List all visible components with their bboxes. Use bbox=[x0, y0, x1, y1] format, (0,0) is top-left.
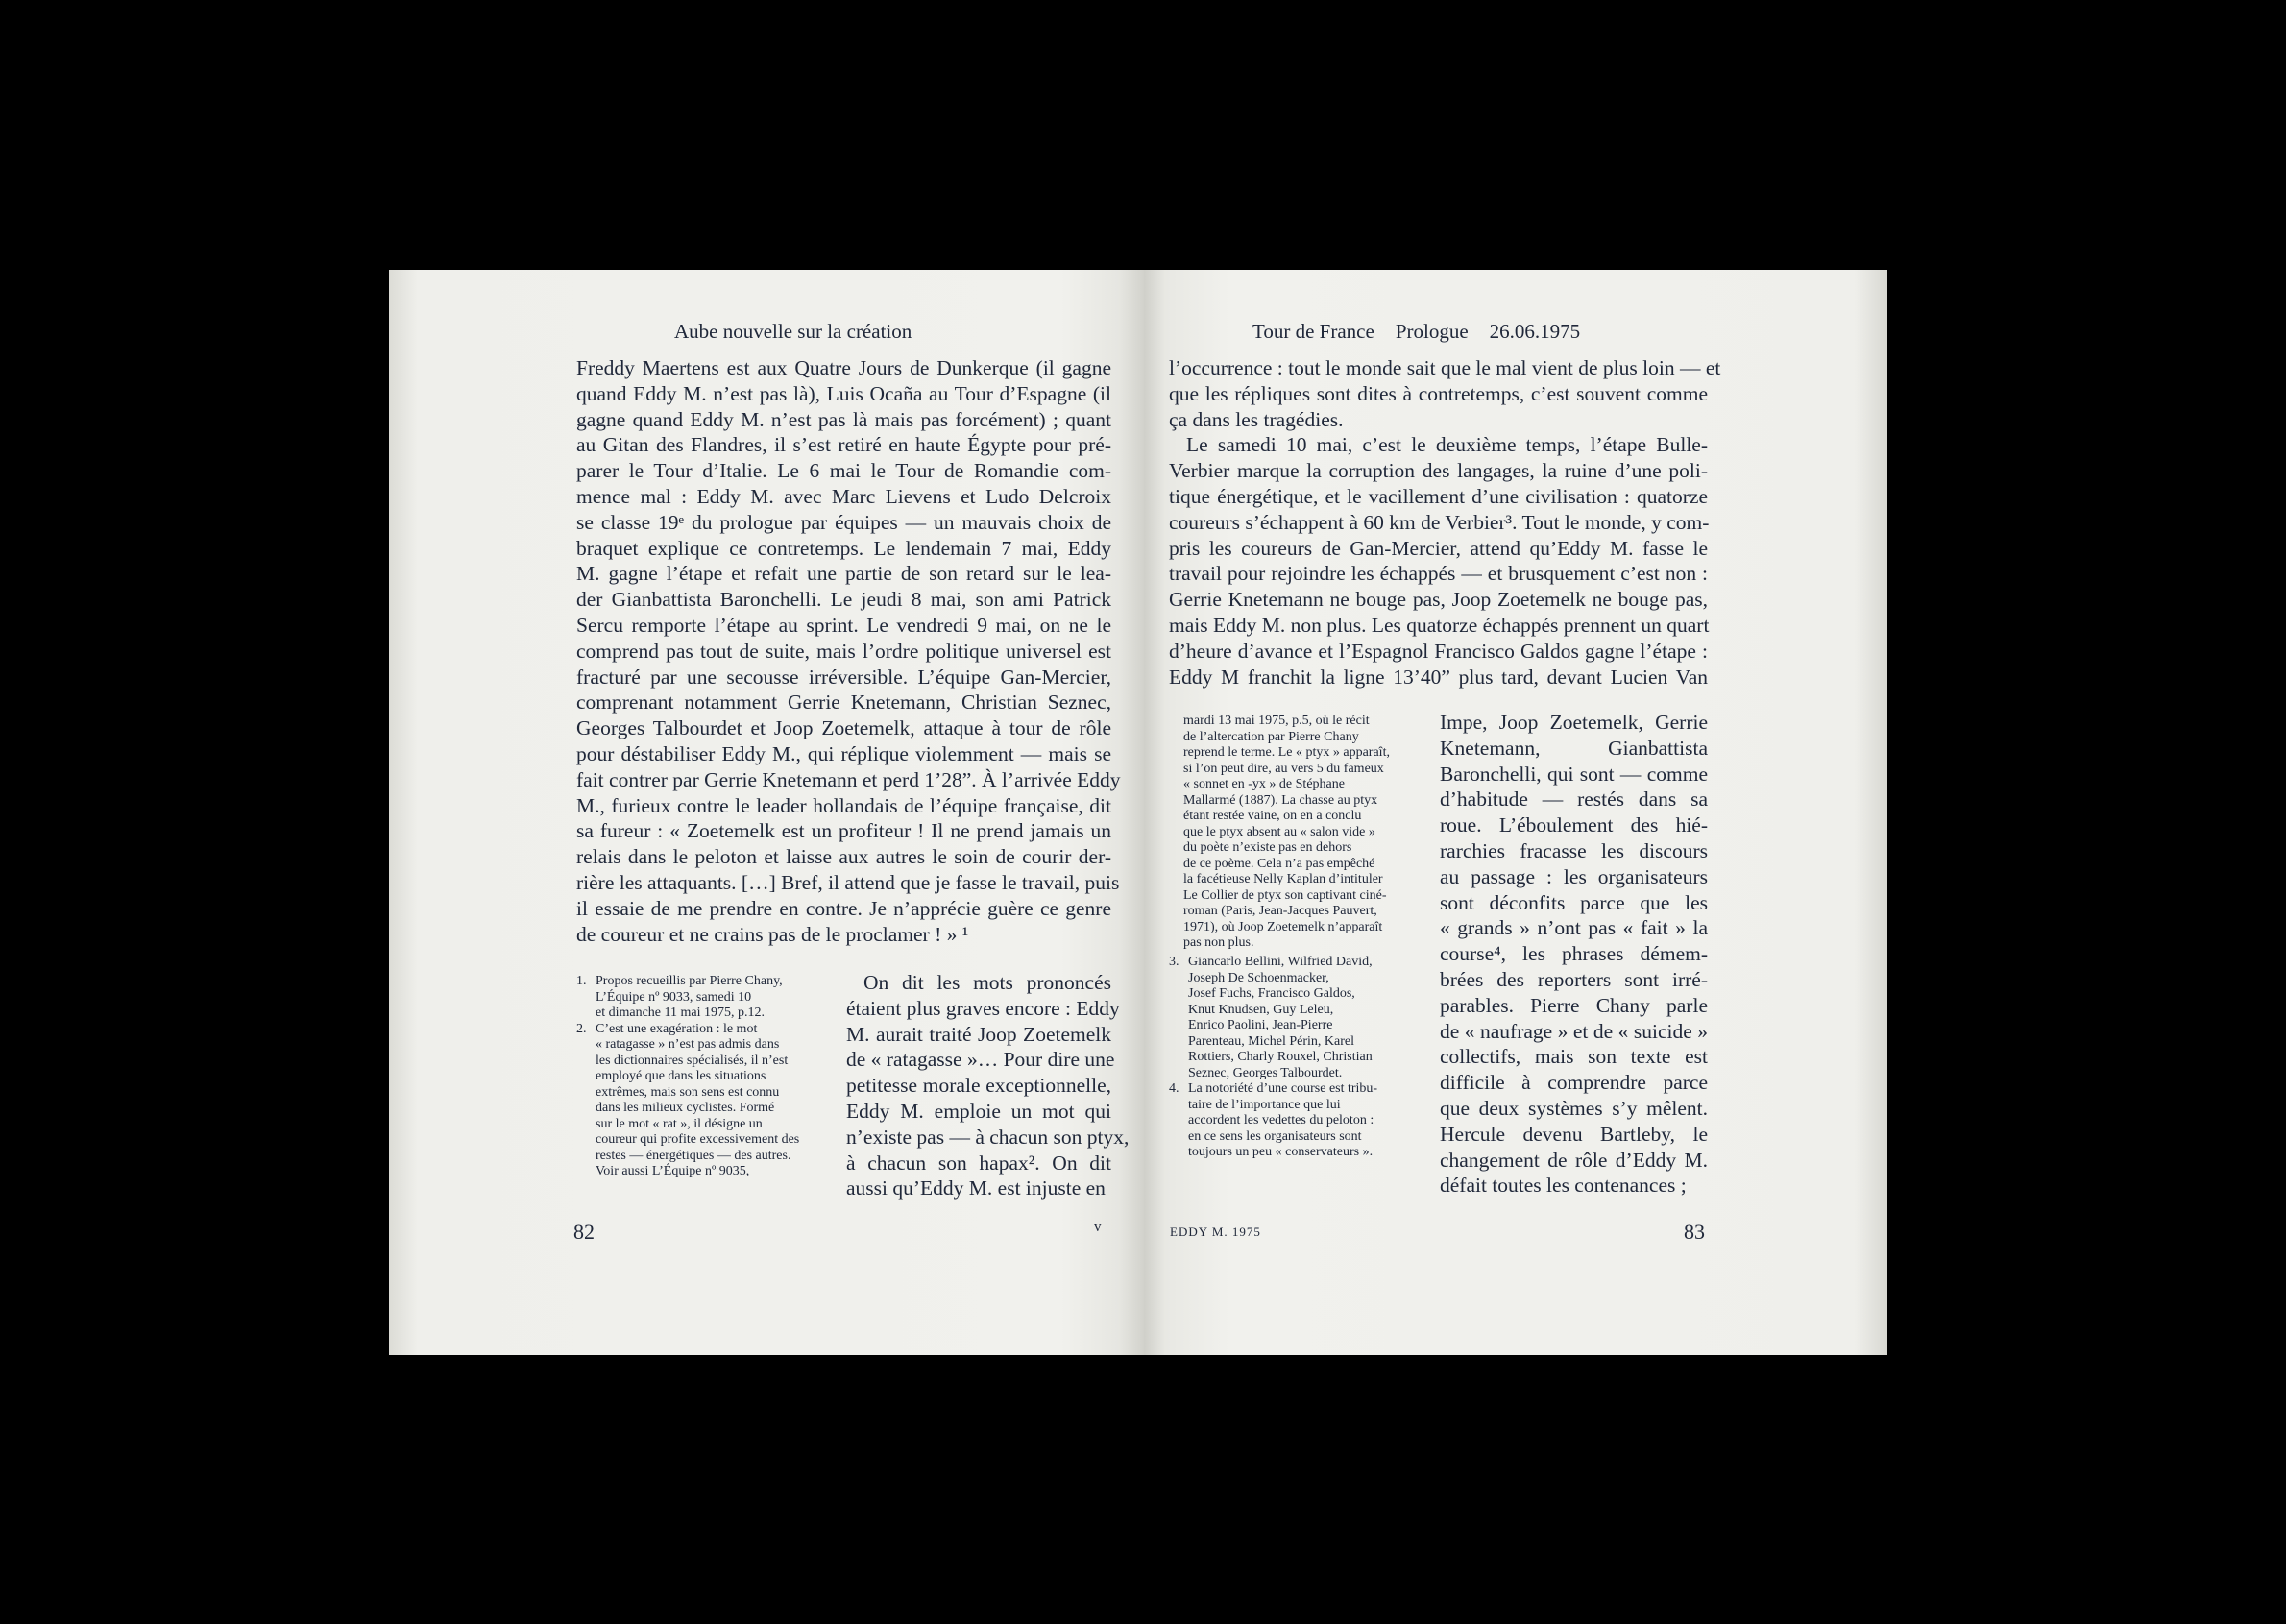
body-line: quand Eddy M. n’est pas là), Luis Ocaña au Tour d’Espagne (il bbox=[576, 381, 1111, 405]
footnote-line: coureur qui profite excessivement des bbox=[596, 1132, 800, 1147]
body-line: rière les attaquants. […] Bref, il attend que je fasse le travail, puis bbox=[576, 870, 1120, 894]
body-line: pour déstabiliser Eddy M., qui réplique violemment — mais se bbox=[576, 741, 1111, 765]
column-line: à chacun son hapax². On dit bbox=[846, 1151, 1111, 1175]
footnote-line: La notoriété d’une course est tribu- bbox=[1188, 1081, 1378, 1096]
body-line: pris les coureurs de Gan-Mercier, attend qu’Eddy M. fasse le bbox=[1169, 536, 1708, 560]
footnote-number: 1. bbox=[576, 974, 587, 988]
body-line: relais dans le peloton et laisse aux autres le soin de courir der- bbox=[576, 845, 1111, 869]
column-line: M. aurait traité Joop Zoetemelk bbox=[846, 1022, 1111, 1046]
footnote-line: la facétieuse Nelly Kaplan d’intituler bbox=[1183, 872, 1383, 886]
body-line: parer le Tour d’Italie. Le 6 mai le Tour de Romandie com- bbox=[576, 459, 1111, 483]
footnote-line: pas non plus. bbox=[1183, 935, 1254, 950]
body-line: au Gitan des Flandres, il s’est retiré en haute Égypte pour pré- bbox=[576, 433, 1111, 457]
footnote-line: mardi 13 mai 1975, p.5, où le récit bbox=[1183, 714, 1370, 728]
column-line: Knetemann, Gianbattista bbox=[1440, 736, 1708, 760]
footnote-line: Rottiers, Charly Rouxel, Christian bbox=[1188, 1050, 1373, 1064]
column-line: que deux systèmes s’y mêlent. bbox=[1440, 1096, 1708, 1120]
footnote-line: 1971), où Joop Zoetemelk n’apparaît bbox=[1183, 919, 1383, 934]
left-body-text bbox=[576, 355, 1121, 947]
footnote bbox=[1169, 955, 1375, 1081]
footnote-line: que le ptyx absent au « salon vide » bbox=[1183, 824, 1375, 839]
footnote-line: Voir aussi L’Équipe nº 9035, bbox=[596, 1164, 750, 1178]
body-line: comprend pas tout de suite, mais l’ordre politique universel est bbox=[576, 639, 1111, 663]
body-line: der Gianbattista Baronchelli. Le jeudi 8 mai, son ami Patrick bbox=[576, 588, 1111, 612]
body-line: Sercu remporte l’étape au sprint. Le vendredi 9 mai, on ne le bbox=[576, 613, 1111, 637]
running-head-part3: 26.06.1975 bbox=[1489, 320, 1581, 343]
column-line: difficile à comprendre parce bbox=[1440, 1071, 1708, 1095]
right-footnotes bbox=[1169, 955, 1378, 1161]
footnote-line: Giancarlo Bellini, Wilfried David, bbox=[1188, 955, 1373, 969]
body-line: Eddy M franchit la ligne 13’40” plus tard, devant Lucien Van bbox=[1169, 665, 1708, 689]
body-line: sa fureur : « Zoetemelk est un profiteur ! Il ne prend jamais un bbox=[576, 819, 1111, 843]
footnote-number: 4. bbox=[1169, 1081, 1179, 1096]
footnote-line: de ce poème. Cela n’a pas empêché bbox=[1183, 856, 1375, 871]
body-line: que les répliques sont dites à contretemps, c’est souvent comme bbox=[1169, 381, 1708, 405]
corner-mark: v bbox=[1094, 1220, 1102, 1235]
body-line: Verbier marque la corruption des langages, la ruine d’une poli- bbox=[1169, 459, 1708, 483]
column-line: « grands » n’ont pas « fait » la bbox=[1440, 916, 1708, 940]
footnote-line: Josef Fuchs, Francisco Galdos, bbox=[1188, 986, 1355, 1001]
right-column-text bbox=[1440, 710, 1708, 1199]
left-page bbox=[389, 270, 1144, 1355]
running-head-part1: Tour de France bbox=[1252, 320, 1374, 343]
running-head-part2: Prologue bbox=[1395, 320, 1469, 343]
body-line: gagne quand Eddy M. n’est pas là mais pas forcément) ; quant bbox=[576, 407, 1111, 431]
column-line: Impe, Joop Zoetemelk, Gerrie bbox=[1440, 711, 1708, 734]
column-line: étaient plus graves encore : Eddy bbox=[846, 996, 1120, 1020]
footer-right: EDDY M. 1975 bbox=[1170, 1224, 1261, 1239]
body-line: M., furieux contre le leader hollandais de l’équipe française, dit bbox=[576, 793, 1111, 817]
folio-right: 83 bbox=[1684, 1220, 1705, 1244]
footnote-line: du poète n’existe pas en dehors bbox=[1183, 840, 1352, 855]
body-line: Le samedi 10 mai, c’est le deuxième temps, l’étape Bulle- bbox=[1186, 433, 1708, 457]
footnote-line: C’est une exagération : le mot bbox=[596, 1021, 758, 1036]
footnote-line: les dictionnaires spécialisés, il n’est bbox=[596, 1053, 789, 1068]
footnote-line: extrêmes, mais son sens est connu bbox=[596, 1084, 780, 1100]
footnote bbox=[576, 974, 783, 1022]
footnote-line: en ce sens les organisateurs sont bbox=[1188, 1128, 1362, 1144]
footnote-line: de l’altercation par Pierre Chany bbox=[1183, 729, 1359, 744]
body-line: se classe 19ᵉ du prologue par équipes — un mauvais choix de bbox=[576, 510, 1111, 534]
column-line: de « naufrage » et de « suicide » bbox=[1440, 1019, 1708, 1043]
right-page bbox=[1144, 270, 1887, 1355]
footnote-number: 2. bbox=[576, 1021, 587, 1036]
column-line: aussi qu’Eddy M. est injuste en bbox=[846, 1176, 1106, 1200]
body-line: fait contrer par Gerrie Knetemann et perd 1’28”. À l’arrivée Eddy bbox=[576, 767, 1121, 791]
column-line: collectifs, mais son texte est bbox=[1440, 1045, 1708, 1069]
body-line: il essaie de me prendre en contre. Je n’apprécie guère ce genre bbox=[576, 896, 1111, 920]
footnote-line: Mallarmé (1887). La chasse au ptyx bbox=[1183, 792, 1378, 808]
column-line: petitesse morale exceptionnelle, bbox=[846, 1074, 1111, 1098]
footnote-line: étant restée vaine, on en a conclu bbox=[1183, 809, 1362, 823]
footnote-line: Enrico Paolini, Jean-Pierre bbox=[1188, 1018, 1333, 1032]
footnote-line: taire de l’importance que lui bbox=[1188, 1097, 1341, 1112]
body-line: Freddy Maertens est aux Quatre Jours de Dunkerque (il gagne bbox=[576, 356, 1111, 379]
left-footnotes bbox=[576, 974, 800, 1180]
body-line: coureurs s’échappent à 60 km de Verbier³. Tout le monde, y com- bbox=[1169, 510, 1710, 534]
running-head-right bbox=[1252, 320, 1580, 344]
footnote-line: toujours un peu « conservateurs ». bbox=[1188, 1145, 1374, 1159]
footnote-line: Joseph De Schoenmacker, bbox=[1188, 970, 1329, 985]
body-line: tique énergétique, et le vacillement d’une civilisation : quatorze bbox=[1169, 484, 1708, 508]
footnote-line: dans les milieux cyclistes. Formé bbox=[596, 1101, 775, 1115]
column-line: roue. L’éboulement des hié- bbox=[1440, 813, 1708, 837]
body-line: braquet explique ce contretemps. Le lendemain 7 mai, Eddy bbox=[576, 536, 1111, 560]
footnote-line: accordent les vedettes du peloton : bbox=[1188, 1113, 1374, 1127]
footnote-number: 3. bbox=[1169, 955, 1179, 969]
footnote-line: reprend le terme. Le « ptyx » apparaît, bbox=[1183, 745, 1390, 760]
body-line: fracturé par une secousse irréversible. L’équipe Gan-Mercier, bbox=[576, 665, 1111, 689]
footnote-line: et dimanche 11 mai 1975, p.12. bbox=[596, 1006, 765, 1020]
column-line: course⁴, les phrases démem- bbox=[1440, 942, 1708, 966]
column-line: sont déconfits parce que les bbox=[1440, 890, 1708, 914]
left-column-text bbox=[846, 970, 1130, 1201]
column-line: parables. Pierre Chany parle bbox=[1440, 993, 1708, 1017]
body-line: travail pour rejoindre les échappés — et brusquement c’est non : bbox=[1169, 562, 1708, 586]
body-line: mence mal : Eddy M. avec Marc Lievens et Ludo Delcroix bbox=[576, 484, 1111, 508]
column-line: n’existe pas — à chacun son ptyx, bbox=[846, 1125, 1130, 1149]
column-line: Baronchelli, qui sont — comme bbox=[1440, 762, 1708, 786]
footnote bbox=[1169, 1081, 1378, 1161]
footnote-line: si l’on peut dire, au vers 5 du fameux bbox=[1183, 761, 1384, 776]
column-line: d’habitude — restés dans sa bbox=[1440, 788, 1708, 812]
footnote bbox=[576, 1021, 800, 1180]
right-body-text bbox=[1169, 355, 1721, 690]
column-line: de « ratagasse »… Pour dire une bbox=[846, 1048, 1115, 1072]
column-line: brées des reporters sont irré- bbox=[1440, 967, 1708, 991]
body-line: Gerrie Knetemann ne bouge pas, Joop Zoetemelk ne bouge pas, bbox=[1169, 588, 1708, 612]
footnote-line: Le Collier de ptyx son captivant ciné- bbox=[1183, 887, 1387, 903]
folio-left: 82 bbox=[573, 1220, 595, 1244]
column-line: défait toutes les contenances ; bbox=[1440, 1174, 1687, 1198]
column-line: Hercule devenu Bartleby, le bbox=[1440, 1122, 1708, 1146]
column-line: au passage : les organisateurs bbox=[1440, 864, 1708, 888]
footnote-line: Parenteau, Michel Périn, Karel bbox=[1188, 1033, 1354, 1049]
body-line: Georges Talbourdet et Joop Zoetemelk, attaque à tour de rôle bbox=[576, 716, 1111, 740]
footnote-line: « sonnet en -yx » de Stéphane bbox=[1183, 777, 1345, 791]
footnote-line: Seznec, Georges Talbourdet. bbox=[1188, 1065, 1343, 1080]
running-head-left: Aube nouvelle sur la création bbox=[674, 320, 912, 343]
body-line: comprenant notamment Gerrie Knetemann, Christian Seznec, bbox=[576, 691, 1111, 715]
footnote-line: employé que dans les situations bbox=[596, 1069, 766, 1083]
body-line: l’occurrence : tout le monde sait que le mal vient de plus loin — et bbox=[1169, 356, 1721, 379]
column-line: rarchies fracasse les discours bbox=[1440, 838, 1708, 862]
column-line: On dit les mots prononcés bbox=[863, 971, 1111, 994]
column-line: Eddy M. emploie un mot qui bbox=[846, 1099, 1111, 1123]
body-line: d’heure d’avance et l’Espagnol Francisco Galdos gagne l’étape : bbox=[1169, 639, 1708, 663]
column-line: changement de rôle d’Eddy M. bbox=[1440, 1148, 1708, 1172]
right-footnote-continuation bbox=[1183, 714, 1390, 952]
footnote-line: « ratagasse » n’est pas admis dans bbox=[596, 1037, 780, 1052]
footnote-line: sur le mot « rat », il désigne un bbox=[596, 1116, 763, 1131]
body-line: M. gagne l’étape et refait une partie de son retard sur le lea- bbox=[576, 562, 1111, 586]
body-line: de coureur et ne crains pas de le proclamer ! » ¹ bbox=[576, 922, 969, 946]
body-line: ça dans les tragédies. bbox=[1169, 407, 1344, 431]
footnote-line: Knut Knudsen, Guy Leleu, bbox=[1188, 1002, 1334, 1017]
body-line: mais Eddy M. non plus. Les quatorze échappés prennent un quart bbox=[1169, 613, 1710, 637]
open-book bbox=[389, 270, 1887, 1355]
footnote-line: restes — énergétiques — des autres. bbox=[596, 1148, 791, 1163]
footnote-line: Propos recueillis par Pierre Chany, bbox=[596, 974, 783, 988]
footnote-line: L’Équipe nº 9033, samedi 10 bbox=[596, 989, 752, 1005]
footnote-line: roman (Paris, Jean-Jacques Pauvert, bbox=[1183, 904, 1377, 918]
